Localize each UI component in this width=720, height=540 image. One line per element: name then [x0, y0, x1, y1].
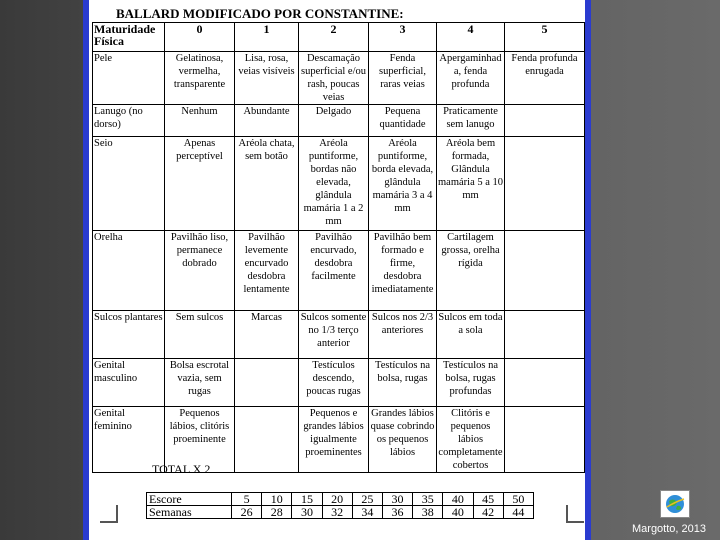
table-cell: Nenhum: [165, 105, 235, 137]
table-cell: Descamação superficial e/ou rash, poucas veias: [299, 52, 369, 105]
header-score-1: 1: [235, 23, 299, 52]
table-cell: Lisa, rosa, veias visíveis: [235, 52, 299, 105]
table-cell: [505, 137, 585, 231]
row-label: Seio: [93, 137, 165, 231]
table-cell: [505, 105, 585, 137]
table-cell: Pequenos lábios, clitóris proeminente: [165, 407, 235, 473]
table-cell: Praticamente sem lanugo: [437, 105, 505, 137]
escore-value: 40: [443, 493, 473, 506]
right-blue-border: [585, 0, 591, 540]
header-score-0: 0: [165, 23, 235, 52]
escore-value: 10: [262, 493, 292, 506]
table-cell: Marcas: [235, 311, 299, 359]
crop-mark: [566, 505, 584, 523]
escore-value: 20: [322, 493, 352, 506]
semanas-value: 40: [443, 506, 473, 519]
escore-value: 15: [292, 493, 322, 506]
table-cell: Pavilhão liso, permanece dobrado: [165, 231, 235, 311]
escore-value: 45: [473, 493, 503, 506]
table-row: [93, 311, 585, 359]
semanas-value: 36: [382, 506, 412, 519]
table-cell: [235, 407, 299, 473]
escore-label: Escore: [147, 493, 232, 506]
table-cell: [235, 359, 299, 407]
table-cell: Aréola puntiforme, bordas não elevada, glândula mamária 1 a 2 mm: [299, 137, 369, 231]
header-maturidade: Maturidade Física: [93, 23, 165, 52]
table-cell: Pequena quantidade: [369, 105, 437, 137]
table-cell: [505, 359, 585, 407]
table-cell: Pavilhão bem formado e firme, desdobra imediatamente: [369, 231, 437, 311]
table-row: [93, 105, 585, 137]
header-score-3: 3: [369, 23, 437, 52]
table-cell: Pequenos e grandes lábios igualmente proeminentes: [299, 407, 369, 473]
table-cell: [505, 311, 585, 359]
semanas-value: 28: [262, 506, 292, 519]
header-score-5: 5: [505, 23, 585, 52]
crop-mark: [100, 505, 118, 523]
table-cell: Pavilhão levemente encurvado desdobra lentamente: [235, 231, 299, 311]
table-cell: Sem sulcos: [165, 311, 235, 359]
table-cell: [505, 407, 585, 473]
header-score-4: 4: [437, 23, 505, 52]
row-label: Pele: [93, 52, 165, 105]
globe-logo-icon: [660, 490, 690, 518]
table-cell: Sulcos somente no 1/3 terço anterior: [299, 311, 369, 359]
table-row: [93, 231, 585, 311]
escore-value: 35: [413, 493, 443, 506]
table-cell: Fenda superficial, raras veias: [369, 52, 437, 105]
table-cell: Aréola chata, sem botão: [235, 137, 299, 231]
table-cell: Clitóris e pequenos lábios completamente cobertos: [438, 408, 503, 471]
semanas-value: 26: [232, 506, 262, 519]
header-row: [93, 23, 585, 52]
semanas-label: Semanas: [147, 506, 232, 519]
table-cell: Grandes lábios quase cobrindo os pequenos lábios: [369, 407, 437, 473]
semanas-value: 32: [322, 506, 352, 519]
semanas-value: 34: [352, 506, 382, 519]
semanas-value: 44: [503, 506, 533, 519]
table-cell: Apergaminhad a, fenda profunda: [437, 52, 505, 105]
escore-value: 25: [352, 493, 382, 506]
table-cell: Testículos na bolsa, rugas profundas: [437, 359, 505, 407]
table-row: [93, 137, 585, 231]
table-cell: Sulcos em toda a sola: [437, 311, 505, 359]
table-row: [93, 359, 585, 407]
header-score-2: 2: [299, 23, 369, 52]
table-cell: Fenda profunda enrugada: [505, 52, 585, 105]
table-cell: Aréola puntiforme, borda elevada, glândula mamária 3 a 4 mm: [369, 137, 437, 231]
semanas-row: [147, 506, 534, 519]
escore-value: 50: [503, 493, 533, 506]
escore-value: 5: [232, 493, 262, 506]
semanas-value: 42: [473, 506, 503, 519]
ballard-table: [92, 22, 585, 473]
row-label: Sulcos plantares: [93, 311, 165, 359]
total-label: TOTAL X 2: [152, 462, 211, 476]
credit-text: Margotto, 2013: [632, 523, 706, 535]
semanas-value: 30: [292, 506, 322, 519]
table-cell: Testículos na bolsa, rugas: [369, 359, 437, 407]
row-label: Orelha: [93, 231, 165, 311]
table-cell: Apenas perceptível: [165, 137, 235, 231]
row-label: Lanugo (no dorso): [93, 105, 165, 137]
table-cell: Aréola bem formada, Glândula mamária 5 a 10 mm: [437, 137, 505, 231]
table-cell: [505, 231, 585, 311]
row-label: Genital masculino: [93, 359, 165, 407]
table-row: [93, 52, 585, 105]
row-label: Genital feminino: [93, 407, 165, 473]
table-cell: Bolsa escrotal vazia, sem rugas: [165, 359, 235, 407]
score-table: [146, 492, 534, 519]
table-cell: Testículos descendo, poucas rugas: [299, 359, 369, 407]
table-cell: Gelatinosa, vermelha, transparente: [165, 52, 235, 105]
table-cell: Cartilagem grossa, orelha rígida: [437, 231, 505, 311]
document-title: BALLARD MODIFICADO POR CONSTANTINE:: [116, 6, 404, 21]
table-cell: Abundante: [235, 105, 299, 137]
escore-value: 30: [382, 493, 412, 506]
table-cell: Delgado: [299, 105, 369, 137]
table-cell: Sulcos nos 2/3 anteriores: [369, 311, 437, 359]
escore-row: [147, 493, 534, 506]
table-cell: Pavilhão encurvado, desdobra facilmente: [299, 231, 369, 311]
semanas-value: 38: [413, 506, 443, 519]
